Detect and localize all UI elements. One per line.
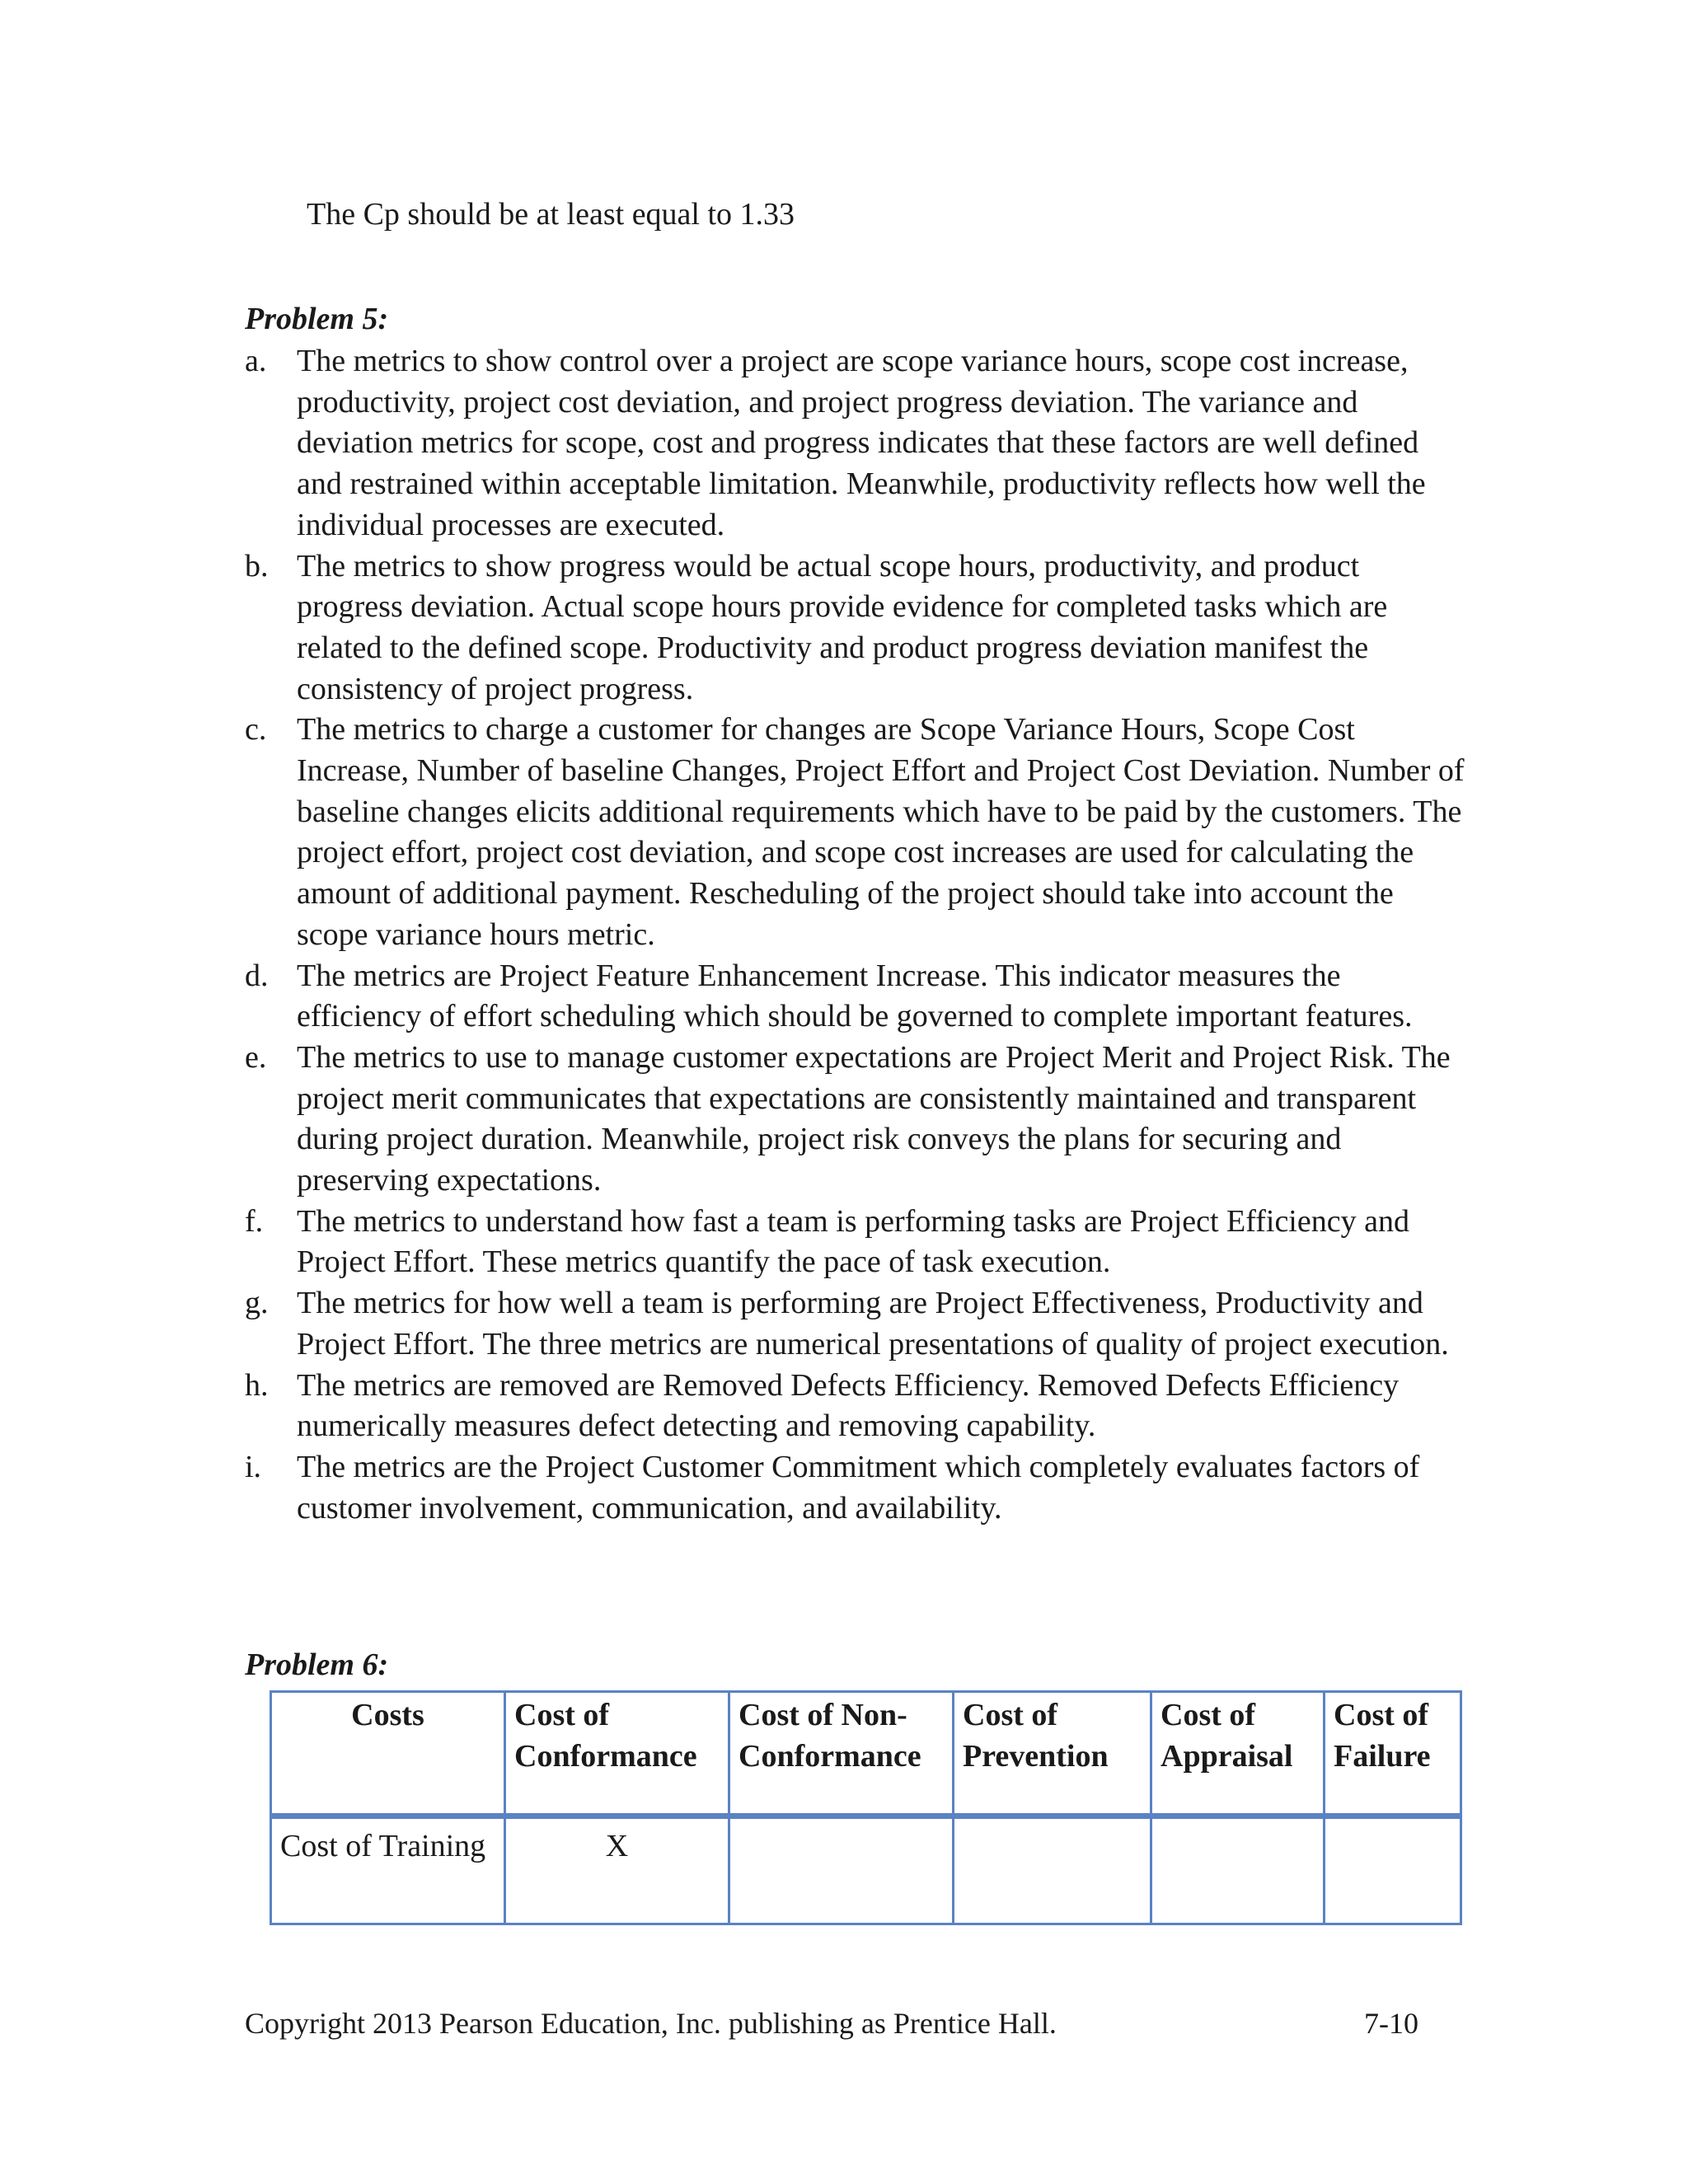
list-item (245, 546, 1465, 710)
header-cost-of-non-conformance: Cost of Non-Conformance (729, 1692, 954, 1816)
header-cost-of-conformance: Cost of Conformance (505, 1692, 729, 1816)
table-row (271, 1816, 1461, 1924)
table-cell-costs: Cost of Training (271, 1816, 505, 1924)
list-item (245, 956, 1465, 1038)
footer-copyright: Copyright 2013 Pearson Education, Inc. publishing as Prentice Hall. (245, 2007, 1057, 2040)
list-marker: f. (245, 1203, 264, 1239)
list-item (245, 1202, 1465, 1283)
list-item-text: The metrics are removed are Removed Defects Efficiency. Removed Defects Efficiency numerically measures defect detecting and removing capability. (297, 1367, 1400, 1444)
list-marker: e. (245, 1039, 267, 1075)
table-cell-non-conformance (729, 1816, 954, 1924)
list-item-text: The metrics are Project Feature Enhancement Increase. This indicator measures the efficiency of effort scheduling which should be governed to complete important features. (297, 958, 1413, 1034)
list-item-text: The metrics to charge a customer for changes are Scope Variance Hours, Scope Cost Increase, Number of baseline Changes, Project Effort and Project Cost Deviation. Number of baseline changes elicits additional requirements which have to be paid by the customers. The project effort, project cost deviation, and scope cost increases are used for calculating the amount of additional payment. Rescheduling of the project should take into account the scope variance hours metric. (297, 712, 1465, 952)
header-cost-of-appraisal: Cost of Appraisal (1151, 1692, 1325, 1816)
header-costs: Costs (271, 1692, 505, 1816)
list-item (245, 1283, 1465, 1365)
header-cost-of-prevention: Cost of Prevention (954, 1692, 1151, 1816)
list-item (245, 341, 1465, 546)
list-marker: i. (245, 1449, 262, 1484)
list-marker: a. (245, 344, 267, 378)
cost-table-wrapper (270, 1690, 1462, 1925)
table-cell-prevention (954, 1816, 1151, 1924)
problem6-heading: Problem 6: (245, 1647, 389, 1682)
list-item (245, 1366, 1465, 1447)
problem5-heading: Problem 5: (245, 302, 389, 336)
list-marker: g. (245, 1286, 269, 1321)
list-marker: c. (245, 712, 267, 748)
header-cost-of-failure: Cost of Failure (1325, 1692, 1461, 1816)
footer-page-number: 7-10 (1364, 2007, 1418, 2040)
list-item (245, 710, 1465, 955)
list-item (245, 1447, 1465, 1529)
table-header-row (271, 1692, 1461, 1816)
table-cell-appraisal (1151, 1816, 1325, 1924)
list-marker: d. (245, 958, 269, 993)
table-cell-failure (1325, 1816, 1461, 1924)
list-marker: b. (245, 548, 269, 583)
list-marker: h. (245, 1367, 269, 1403)
list-item-text: The metrics to show progress would be actual scope hours, productivity, and product progress deviation. Actual scope hours provide evidence for completed tasks which are related to the defined scope. Productivity and product progress deviation manifest the consistency of project progress. (297, 548, 1388, 706)
list-item-text: The metrics to use to manage customer expectations are Project Merit and Project Risk. The project merit communicates that expectations are consistently maintained and transparent during project duration. Meanwhile, project risk conveys the plans for securing and preserving expectations. (297, 1039, 1451, 1198)
intro-text: The Cp should be at least equal to 1.33 (307, 197, 795, 232)
list-item-text: The metrics to show control over a project are scope variance hours, scope cost increase, productivity, project cost deviation, and project progress deviation. The variance and deviation metrics for scope, cost and progress indicates that these factors are well defined and restrained within acceptable limitation. Meanwhile, productivity reflects how well the individual processes are executed. (297, 344, 1426, 542)
problem5-list (245, 341, 1465, 1529)
list-item-text: The metrics for how well a team is performing are Project Effectiveness, Productivity and Project Effort. The three metrics are numerical presentations of quality of project execution. (297, 1286, 1449, 1361)
list-item-text: The metrics are the Project Customer Commitment which completely evaluates factors of customer involvement, communication, and availability. (297, 1449, 1420, 1526)
list-item (245, 1038, 1465, 1202)
table-cell-conformance: X (505, 1816, 729, 1924)
list-item-text: The metrics to understand how fast a team is performing tasks are Project Efficiency and Project Effort. These metrics quantify the pace of task execution. (297, 1203, 1409, 1280)
cost-table (270, 1690, 1462, 1925)
